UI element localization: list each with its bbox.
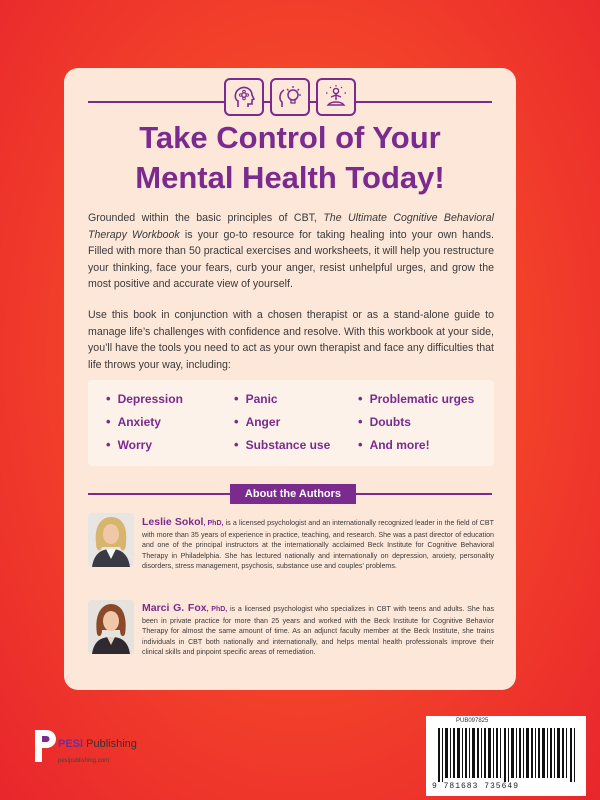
author-bio-marci-fox xyxy=(142,603,494,658)
author-bio-text: is a licensed psychologist who specializes in CBT with teens and adults. She has been in private practice for more than 25 years and worked with the Beck Institute for Cognitive Behavior Therapy for almost the same amount of time. As an adjunct faculty member at the Beck Institute, she trains individuals in CBT both nationally and internationally, and helps mental health professionals improve their clinical skills and pinpoint specific areas of remediation. xyxy=(142,605,494,656)
book-title: The Ultimate Cognitive Behavioral Therapy Workbook xyxy=(88,212,494,241)
topics-list xyxy=(88,380,494,466)
icon-row xyxy=(224,78,356,118)
intro-text-start: Grounded within the basic principles of CBT, xyxy=(88,212,324,224)
author-bio-text: is a licensed psychologist and an internationally recognized leader in the field of CBT with more than 35 years of experience in practice, teaching, and research. She was a past director of education and one of the principal instructors at the internationally acclaimed Beck Institute for Cognitive Behavioral Therapy in Philadelphia. She has lectured nationally and internationally on depression, anxiety, personality disorders, stress management, psychosis, substance use and couples’ problems. xyxy=(142,519,494,570)
intro-paragraph xyxy=(88,210,494,293)
barcode-code: PUB097825 xyxy=(456,718,489,724)
title-line-1: Take Control of Your xyxy=(139,120,441,155)
list-item: • Anxiety xyxy=(106,414,161,429)
usage-paragraph: Use this book in conjunction with a chosen therapist or as a stand-alone guide to manage life’s challenges with confidence and resolve. With this workbook at your side, you’ll have the tools you need to act as your own therapist and face any difficulties that life throws your way, including: xyxy=(88,309,494,371)
isbn-barcode xyxy=(426,716,586,796)
list-item: • Depression xyxy=(106,391,183,406)
pesi-p-logo-icon xyxy=(32,726,58,762)
author-bio-leslie-sokol xyxy=(142,517,494,572)
isbn-digits: 9 781683 735649 xyxy=(432,782,520,791)
author-name: Marci G. Fox xyxy=(142,602,207,614)
list-item: • Problematic urges xyxy=(358,391,474,406)
title-line-2: Mental Health Today! xyxy=(135,160,445,195)
author-photo-leslie-sokol xyxy=(88,513,134,567)
list-item: • And more! xyxy=(358,437,430,452)
list-item: • Anger xyxy=(234,414,280,429)
author-degree: , PhD, xyxy=(206,606,228,613)
publisher-name-rest: Publishing xyxy=(83,738,137,750)
about-authors-heading: About the Authors xyxy=(230,484,356,504)
page-title xyxy=(64,118,516,198)
meditation-icon xyxy=(316,78,356,116)
author-photo-marci-fox xyxy=(88,600,134,654)
intro-text-end: is your go-to resource for taking healing into your own hands. Filled with more than 50 practical exercises and worksheets, it will help you restructure your thinking, face your fears, curb your anger, resist unhelpful urges, and grow the most positive and accurate view of yourself. xyxy=(88,228,494,291)
publisher-brand: PESI xyxy=(58,738,84,750)
barcode-bars-icon xyxy=(438,728,576,782)
list-item: • Panic xyxy=(234,391,278,406)
author-name: Leslie Sokol xyxy=(142,516,204,528)
list-item: • Worry xyxy=(106,437,152,452)
publisher-name xyxy=(58,738,137,750)
list-item: • Doubts xyxy=(358,414,411,429)
list-item: • Substance use xyxy=(234,437,330,452)
head-flower-icon xyxy=(224,78,264,116)
lightbulb-head-icon xyxy=(270,78,310,116)
publisher-url: pesipublishing.com xyxy=(58,758,110,764)
author-degree: , PhD, xyxy=(203,520,224,527)
